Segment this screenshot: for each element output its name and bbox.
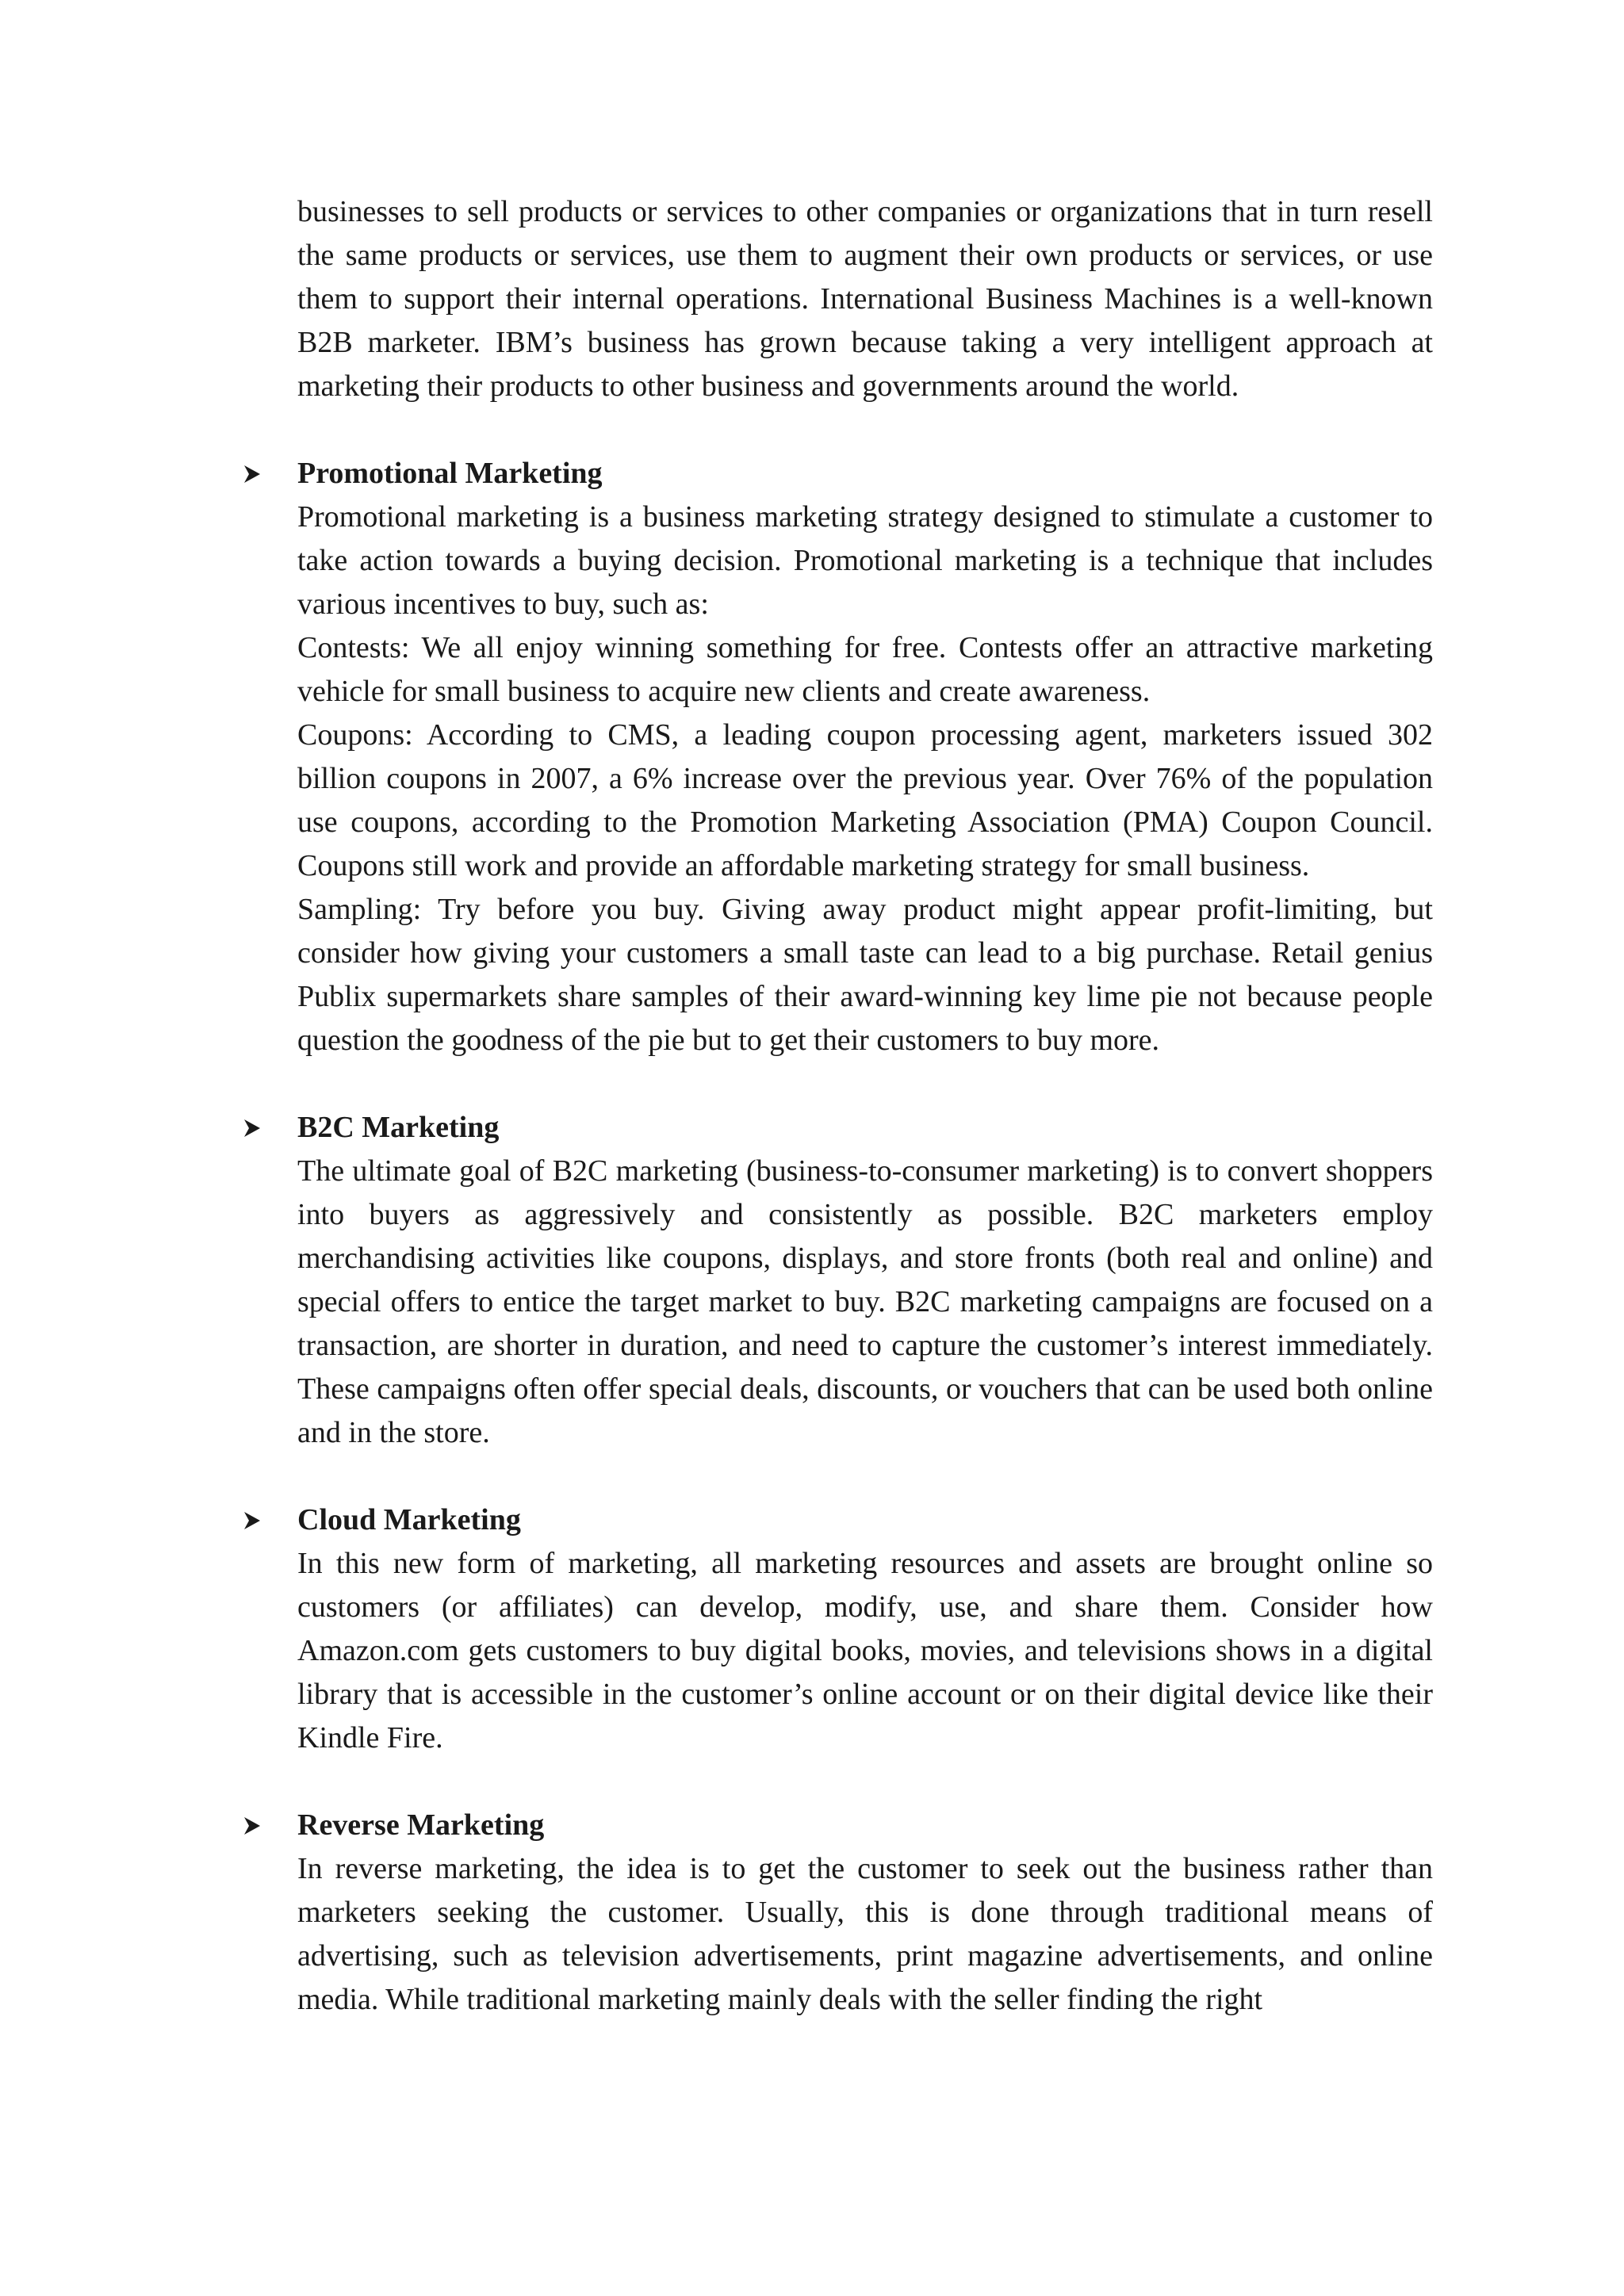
section-paragraph: The ultimate goal of B2C marketing (business-to-consumer marketing) is to convert shoppers into buyers as aggressively and consistently as possible. B2C marketers employ merchandising activities like coupons, displays, and store fronts (both real and online) and special offers to entice the target market to buy. B2C marketing campaigns are focused on a transaction, are shorter in duration, and need to capture the customer’s interest immediately. These campaigns often offer special deals, discounts, or vouchers that can be used both online and in the store. bbox=[297, 1154, 1433, 1449]
section-paragraph: In reverse marketing, the idea is to get the customer to seek out the business rather than marketers seeking the customer. Usually, this is done through traditional means of advertising, such as television advertisements, print magazine advertisements, and online media. While traditional marketing mainly deals with the seller finding the right bbox=[297, 1852, 1433, 2016]
section-heading: B2C Marketing bbox=[297, 1111, 500, 1144]
section-promotional-marketing bbox=[297, 452, 1433, 1062]
document-body bbox=[297, 190, 1433, 2022]
section-heading: Cloud Marketing bbox=[297, 1503, 521, 1536]
arrowhead-bullet-icon bbox=[243, 1106, 275, 1150]
arrowhead-bullet-icon bbox=[243, 1498, 275, 1542]
intro-paragraph: businesses to sell products or services to other companies or organizations that in turn resell the same products or services, use them to augment their own products or services, or use them to support their internal operations. International Business Machines is a well-known B2B marketer. IBM’s business has grown because taking a very intelligent approach at marketing their products to other business and governments around the world. bbox=[297, 195, 1433, 403]
arrowhead-bullet-icon bbox=[243, 452, 275, 496]
arrowhead-bullet-icon bbox=[243, 1804, 275, 1847]
section-cloud-marketing bbox=[297, 1498, 1433, 1760]
section-paragraph: Coupons: According to CMS, a leading coupon processing agent, marketers issued 302 billion coupons in 2007, a 6% increase over the previous year. Over 76% of the population use coupons, according to the Promotion Marketing Association (PMA) Coupon Council. Coupons still work and provide an affordable marketing strategy for small business. bbox=[297, 718, 1433, 882]
section-paragraph: Contests: We all enjoy winning something for free. Contests offer an attractive marketing vehicle for small business to acquire new clients and create awareness. bbox=[297, 631, 1433, 708]
section-paragraph: Sampling: Try before you buy. Giving away product might appear profit-limiting, but consider how giving your customers a small taste can lead to a big purchase. Retail genius Publix supermarkets share samples of their award-winning key lime pie not because people question the goodness of the pie but to get their customers to buy more. bbox=[297, 893, 1433, 1057]
section-paragraph: Promotional marketing is a business marketing strategy designed to stimulate a customer to take action towards a buying decision. Promotional marketing is a technique that includes various incentives to buy, such as: bbox=[297, 500, 1433, 621]
section-b2c-marketing bbox=[297, 1106, 1433, 1455]
section-paragraph: In this new form of marketing, all marketing resources and assets are brought online so customers (or affiliates) can develop, modify, use, and share them. Consider how Amazon.com gets customers to buy digital books, movies, and televisions shows in a digital library that is accessible in the customer’s online account or on their digital device like their Kindle Fire. bbox=[297, 1547, 1433, 1755]
section-heading: Reverse Marketing bbox=[297, 1808, 545, 1842]
section-heading: Promotional Marketing bbox=[297, 457, 603, 490]
section-reverse-marketing bbox=[297, 1804, 1433, 2022]
